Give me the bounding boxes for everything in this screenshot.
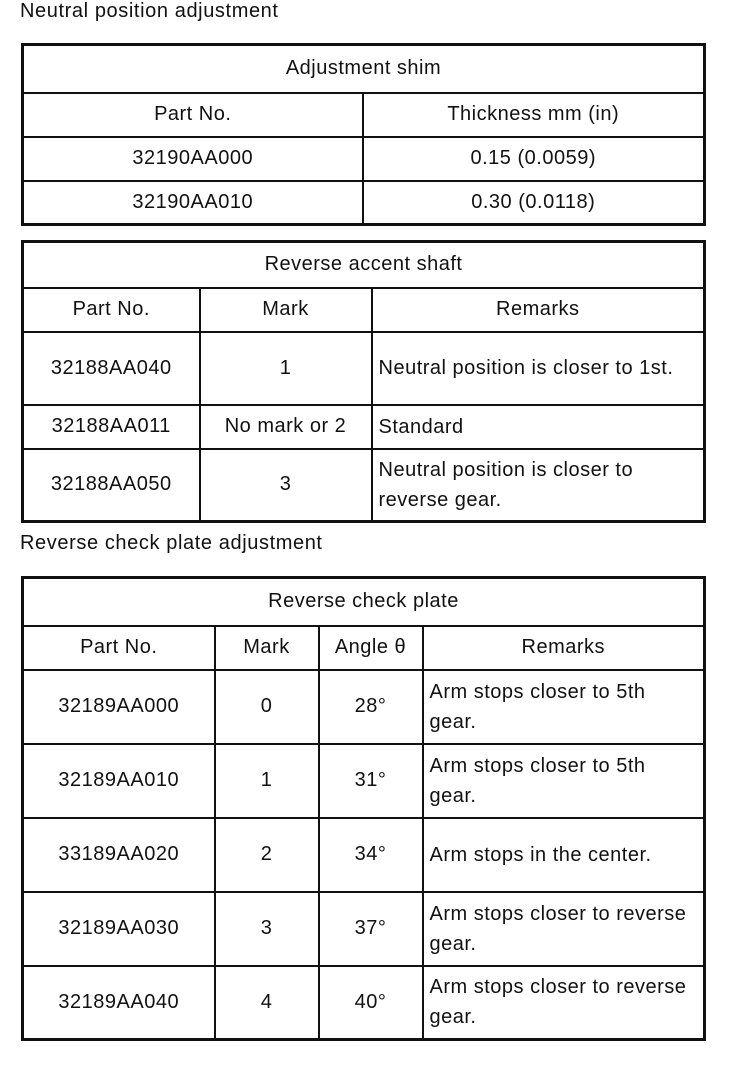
column-header-part-no: Part No. — [23, 288, 200, 332]
part-number-cell: 32190AA000 — [23, 137, 363, 181]
table-row — [23, 137, 705, 181]
column-header-mark: Mark — [215, 626, 319, 670]
part-number-cell: 33189AA020 — [23, 818, 215, 892]
mark-cell: 3 — [215, 892, 319, 966]
thickness-cell: 0.15 (0.0059) — [363, 137, 705, 181]
part-number-cell: 32189AA000 — [23, 670, 215, 744]
adjustment-shim-table — [21, 43, 706, 226]
part-number-cell: 32190AA010 — [23, 181, 363, 225]
column-header-part-no: Part No. — [23, 93, 363, 137]
remarks-cell: Arm stops closer to reverse gear. — [423, 892, 705, 966]
mark-cell: 2 — [215, 818, 319, 892]
table-row — [23, 181, 705, 225]
mark-cell: 1 — [215, 744, 319, 818]
column-header-angle: Angle θ — [319, 626, 423, 670]
angle-cell: 28° — [319, 670, 423, 744]
table-caption: Adjustment shim — [23, 45, 705, 93]
table-row — [23, 449, 705, 522]
mark-cell: 0 — [215, 670, 319, 744]
table-caption: Reverse check plate — [23, 578, 705, 626]
part-number-cell: 32189AA040 — [23, 966, 215, 1040]
table-row — [23, 405, 705, 449]
column-header-remarks: Remarks — [423, 626, 705, 670]
mark-cell: 1 — [200, 332, 372, 405]
section-heading-neutral: Neutral position adjustment — [20, 0, 279, 22]
reverse-check-plate-table — [21, 576, 706, 1041]
angle-cell: 31° — [319, 744, 423, 818]
mark-cell: 4 — [215, 966, 319, 1040]
table-row — [23, 892, 705, 966]
remarks-cell: Standard — [372, 405, 705, 449]
column-header-remarks: Remarks — [372, 288, 705, 332]
table-row — [23, 818, 705, 892]
column-header-thickness: Thickness mm (in) — [363, 93, 705, 137]
part-number-cell: 32189AA030 — [23, 892, 215, 966]
part-number-cell: 32189AA010 — [23, 744, 215, 818]
column-header-part-no: Part No. — [23, 626, 215, 670]
mark-cell: No mark or 2 — [200, 405, 372, 449]
remarks-cell: Neutral position is closer to 1st. — [372, 332, 705, 405]
remarks-cell: Arm stops closer to reverse gear. — [423, 966, 705, 1040]
column-header-mark: Mark — [200, 288, 372, 332]
part-number-cell: 32188AA011 — [23, 405, 200, 449]
remarks-cell: Arm stops closer to 5th gear. — [423, 744, 705, 818]
reverse-accent-shaft-table — [21, 240, 706, 523]
remarks-cell: Arm stops in the center. — [423, 818, 705, 892]
table-caption: Reverse accent shaft — [23, 242, 705, 288]
table-row — [23, 332, 705, 405]
table-row — [23, 966, 705, 1040]
angle-cell: 34° — [319, 818, 423, 892]
angle-cell: 40° — [319, 966, 423, 1040]
part-number-cell: 32188AA040 — [23, 332, 200, 405]
remarks-cell: Arm stops closer to 5th gear. — [423, 670, 705, 744]
angle-cell: 37° — [319, 892, 423, 966]
part-number-cell: 32188AA050 — [23, 449, 200, 522]
table-row — [23, 744, 705, 818]
remarks-cell: Neutral position is closer to reverse gear. — [372, 449, 705, 522]
section-heading-reverse-check: Reverse check plate adjustment — [20, 532, 323, 554]
mark-cell: 3 — [200, 449, 372, 522]
table-row — [23, 670, 705, 744]
thickness-cell: 0.30 (0.0118) — [363, 181, 705, 225]
